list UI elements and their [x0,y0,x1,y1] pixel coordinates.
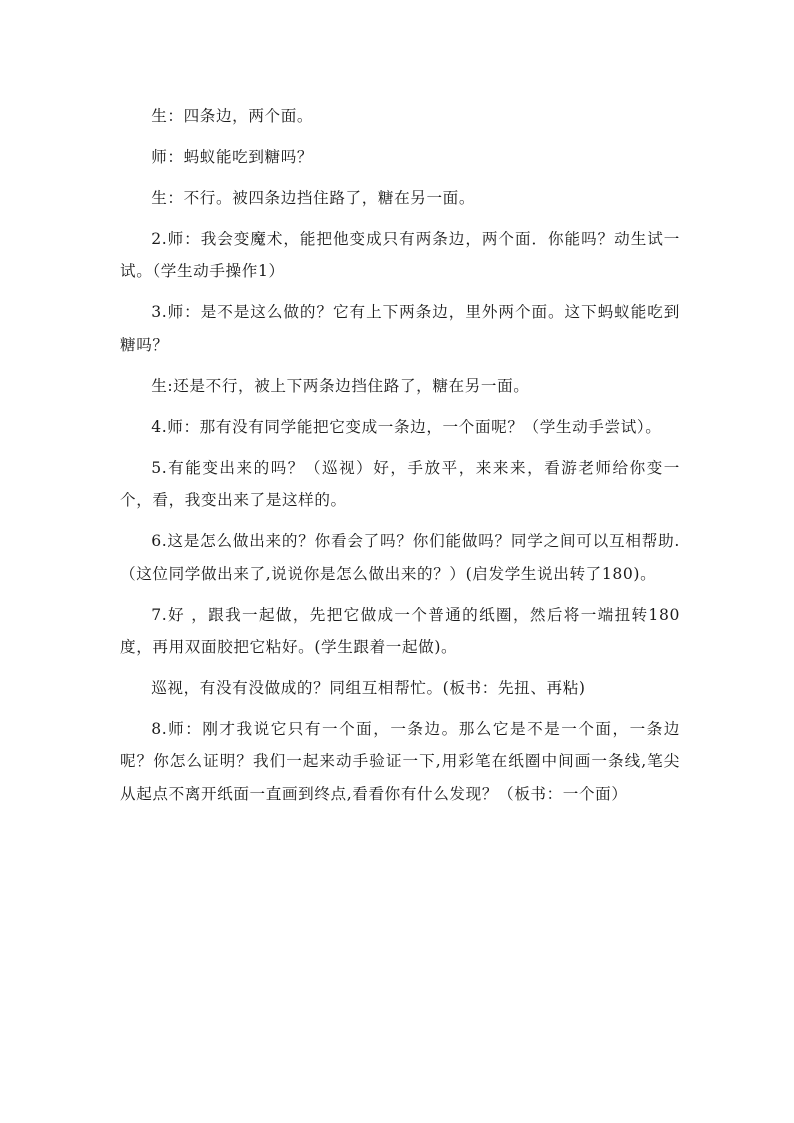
paragraph: 6.这是怎么做出来的？你看会了吗？你们能做吗？同学之间可以互相帮助.（这位同学做出来了,说说你是怎么做出来的？）(启发学生说出转了180)。 [120,532,680,583]
paragraph: 生：四条边，两个面。 [151,107,314,125]
paragraph: 5.有能变出来的吗？（巡视）好，手放平，来来来，看游老师给你变一个，看，我变出来了是这样的。 [120,458,680,510]
paragraph: 4.师：那有没有同学能把它变成一条边，一个面呢？（学生动手尝试）。 [151,417,662,436]
paragraph: 8.师：刚才我说它只有一个面，一条边。那么它是不是一个面，一条边呢？你怎么证明？我们一起来动手验证一下,用彩笔在纸圈中间画一条线,笔尖从起点不离开纸面一直画到终点,看看你有什么发现？（板书：一个面） [120,720,680,803]
paragraph: 生：不行。被四条边挡住路了，糖在另一面。 [151,189,476,207]
paragraph: 2.师：我会变魔术，能把他变成只有两条边，两个面．你能吗？动生试一试。（学生动手操作1） [120,230,680,281]
paragraph: 生:还是不行，被上下两条边挡住路了，糖在另一面。 [151,376,530,395]
paragraph: 巡视，有没有没做成的？同组互相帮忙。(板书：先扭、再粘) [151,679,586,698]
paragraph: 师：蚂蚁能吃到糖吗？ [151,148,314,166]
paragraph: 3.师：是不是这么做的？它有上下两条边，里外两个面。这下蚂蚁能吃到糖吗？ [120,303,680,354]
document-body [120,100,680,819]
paragraph: 7.好 ，跟我一起做，先把它做成一个普通的纸圈，然后将一端扭转180度，再用双面胶把它粘好。(学生跟着一起做)。 [120,605,680,657]
